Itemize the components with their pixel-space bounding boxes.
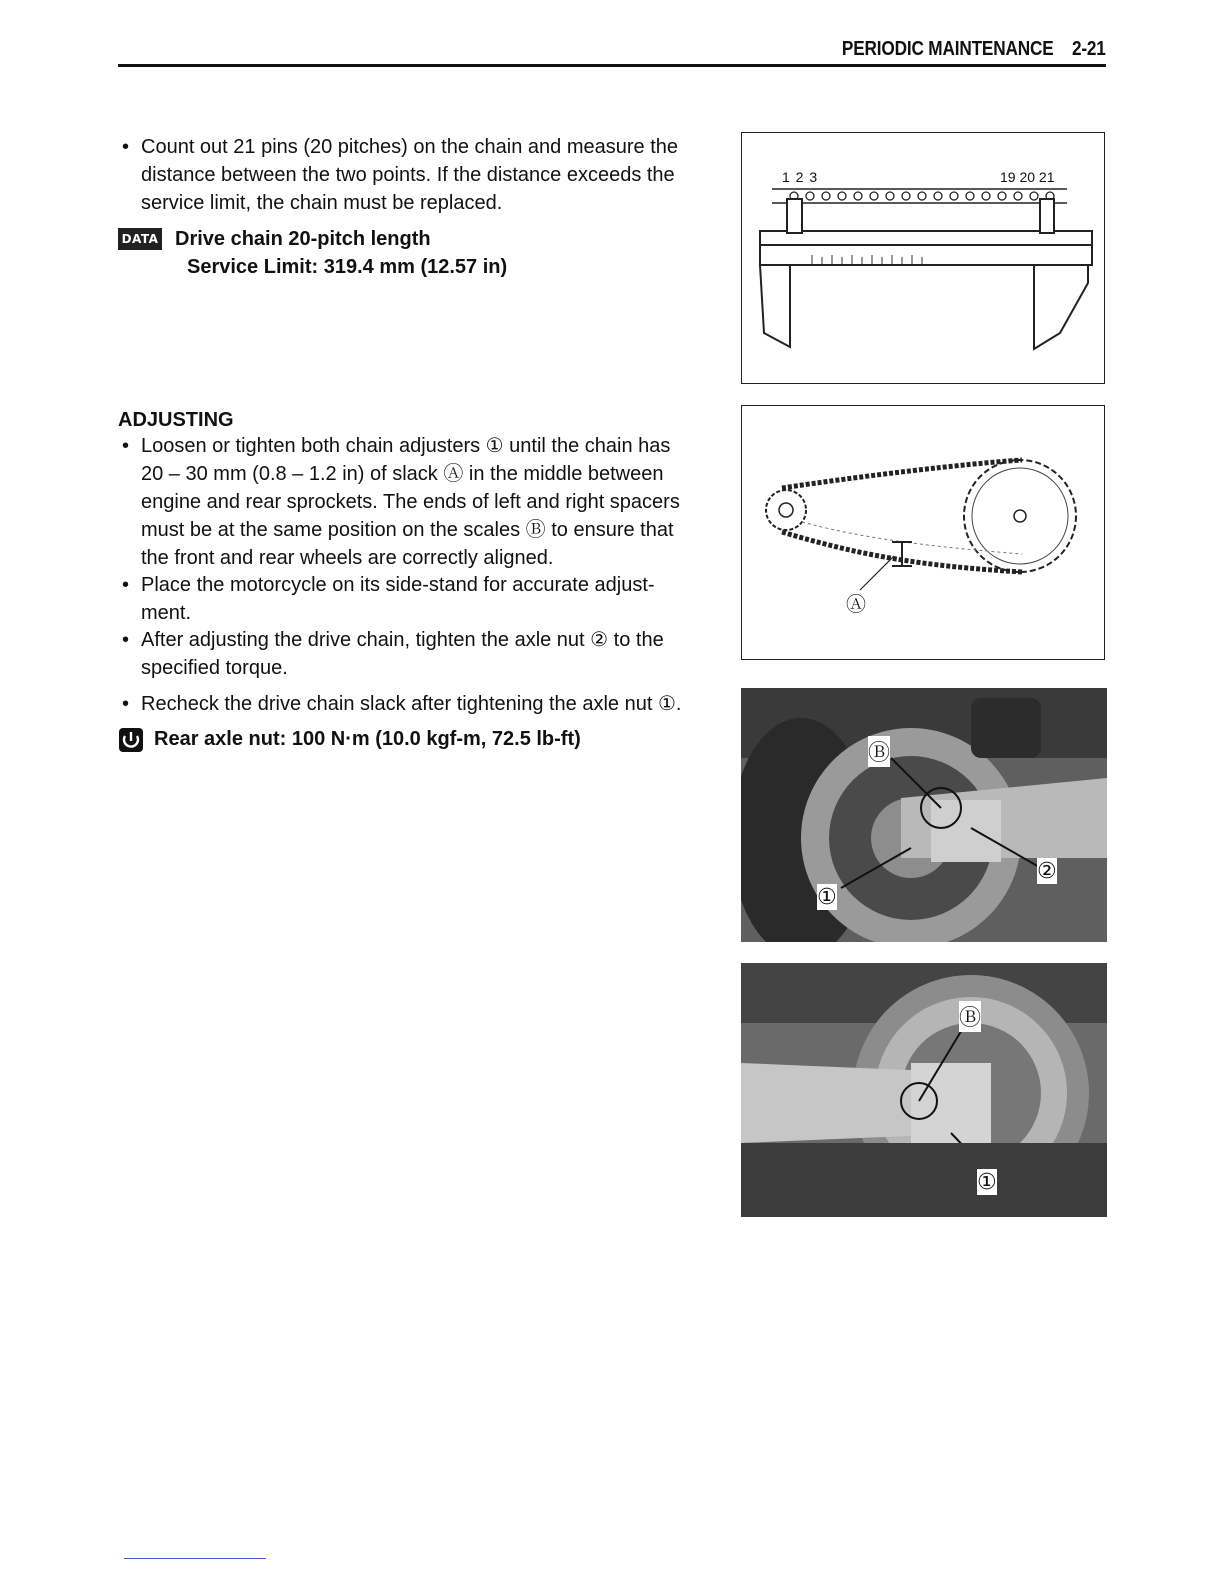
photo2-label-b: Ⓑ [959,1001,981,1032]
photo-rear-axle-left [741,963,1107,1217]
photo2-label-1: ① [977,1169,997,1194]
count-step-line-3: service limit, the chain must be replaced. [141,192,503,214]
chain-pins-left-label: 1 2 3 [782,169,819,185]
adjust-step-4-line-1: Recheck the drive chain slack after tightening the axle nut ①. [141,693,682,715]
adjust-step-3-line-2: specified torque. [141,657,288,679]
spec-torque-text: Rear axle nut: 100 N·m (10.0 kgf-m, 72.5 lb-ft) [154,728,581,750]
adjust-step-1-line-4: must be at the same position on the scales Ⓑ to ensure that [141,519,674,541]
count-step-line-2: distance between the two points. If the distance exceeds the [141,164,675,186]
figure-chain-caliper [741,132,1105,384]
adjust-step-1-line-3: engine and rear sprockets. The ends of left and right spacers [141,491,680,513]
bullet-dot: • [122,629,130,651]
figure-chain-slack [741,405,1105,660]
header-rule [118,64,1106,67]
adjust-step-2-line-2: ment. [141,602,192,624]
adjust-step-1-line-2: 20 – 30 mm (0.8 – 1.2 in) of slack Ⓐ in the middle between [141,463,664,485]
photo1-label-1: ① [817,884,837,909]
bullet-dot: • [122,435,130,457]
spec-chain-limit: Service Limit: 319.4 mm (12.57 in) [187,256,508,278]
adjust-step-2-line-1: Place the motorcycle on its side-stand for accurate adjust- [141,574,655,596]
photo-rear-axle-right [741,688,1107,942]
bullet-dot: • [122,574,130,596]
section-title: PERIODIC MAINTENANCE [842,38,1054,60]
photo1-label-2: ② [1037,858,1057,883]
adjust-step-1-line-1: Loosen or tighten both chain adjusters ① until the chain has [141,435,671,457]
slack-label-a: Ⓐ [846,594,866,616]
torque-wrench-icon [119,728,143,752]
adjusting-heading: ADJUSTING [118,409,234,431]
data-icon: DATA [118,228,162,250]
slack-drawing [742,406,1103,658]
bullet-dot: • [122,693,130,715]
footer-rule [124,1558,266,1559]
chain-pins-right-label: 19 20 21 [1000,169,1055,185]
bullet-dot: • [122,136,130,158]
adjust-step-3-line-1: After adjusting the drive chain, tighten the axle nut ② to the [141,629,664,651]
adjust-step-1-line-5: the front and rear wheels are correctly aligned. [141,547,554,569]
page-header [842,38,1106,61]
spec-chain-title: Drive chain 20-pitch length [175,228,431,250]
count-step-line-1: Count out 21 pins (20 pitches) on the chain and measure the [141,136,679,158]
page-number: 2-21 [1072,38,1106,60]
photo1-label-b: Ⓑ [868,736,890,767]
